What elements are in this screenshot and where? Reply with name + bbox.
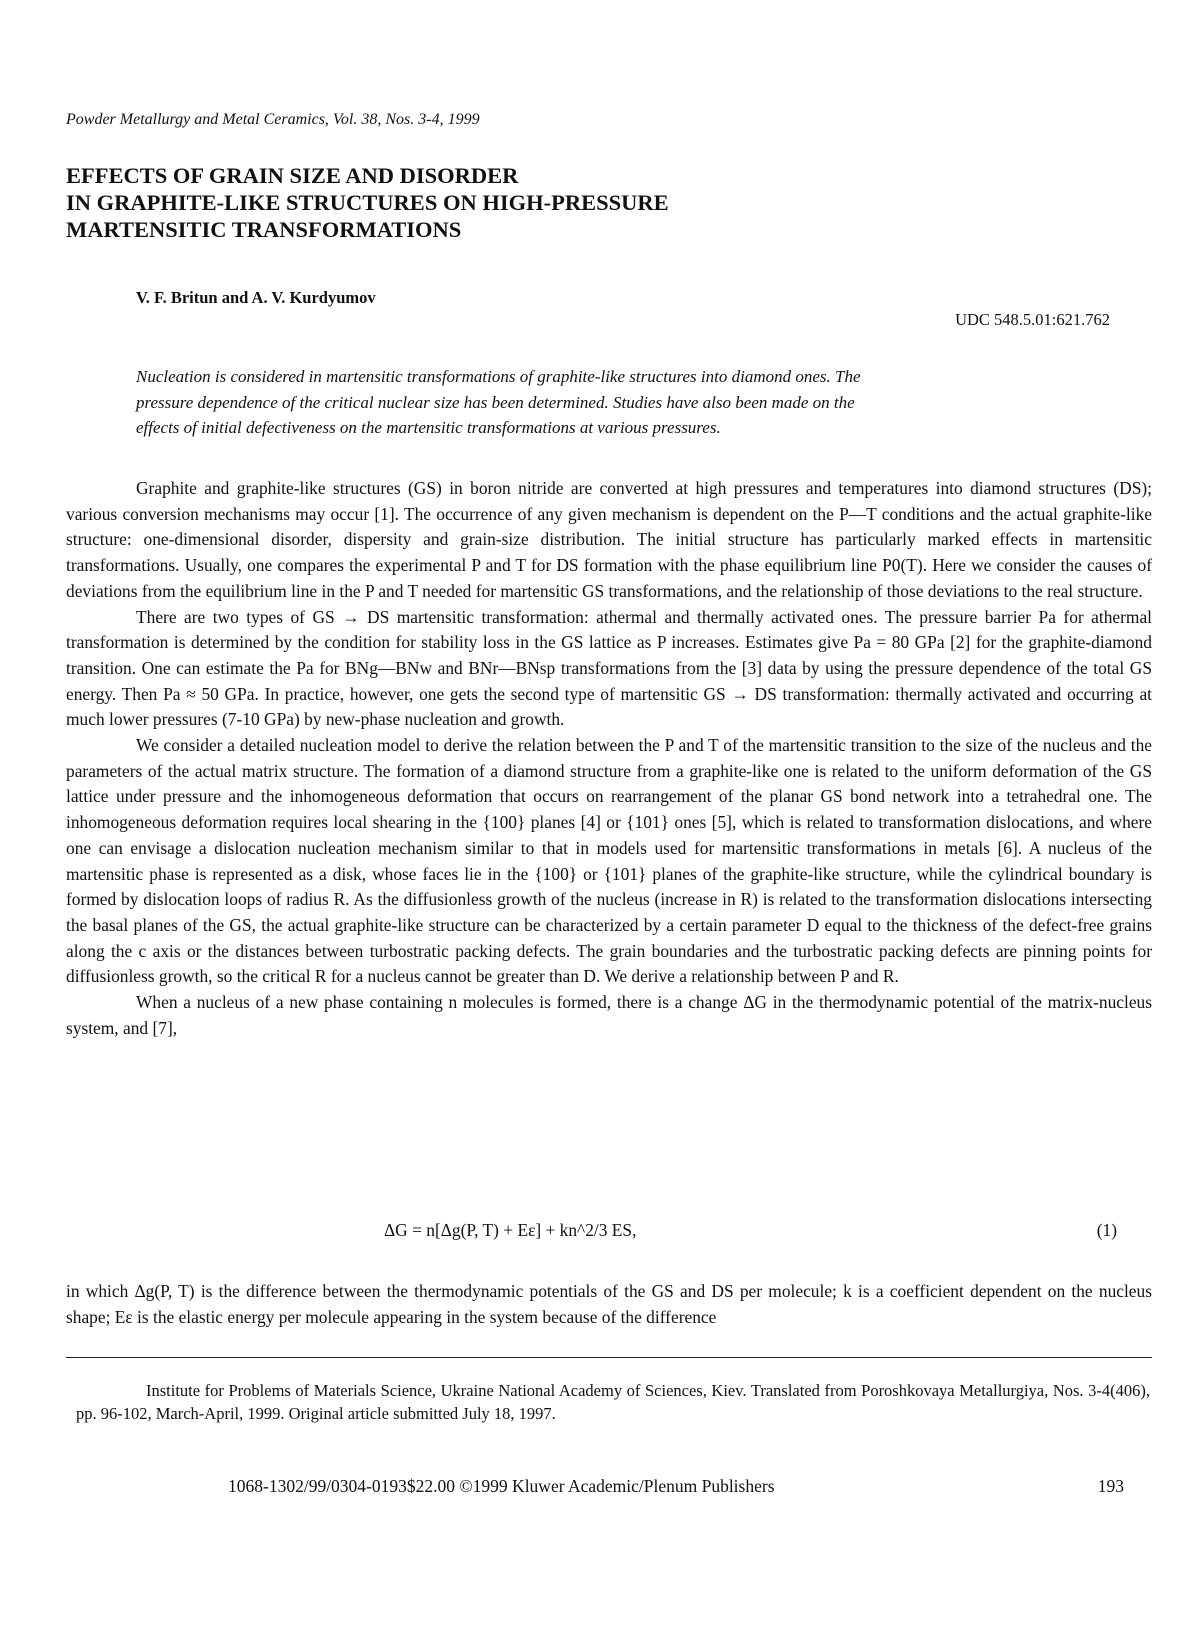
footnote — [76, 1379, 1150, 1425]
udc-code: UDC 548.5.01:621.762 — [955, 310, 1110, 329]
body-paragraph: Graphite and graphite-like structures (GS) in boron nitride are converted at high pressures and temperatures into diamond structures (DS); various conversion mechanisms may occur [1]. The occurrence of any given mechanism is dependent on the P—T conditions and the actual graphite-like structure: one-dimensional disorder, dispersity and grain-size distribution. The initial structure has particularly marked effects in martensitic transformations. Usually, one compares the experimental P and T for DS formation with the phase equilibrium line P0(T). Here we consider the causes of deviations from the equilibrium line in the P and T needed for martensitic GS transformations, and the relationship of those deviations to the real structure. — [66, 478, 1152, 601]
equation-expression: ΔG = n[Δg(P, T) + Eε] + kn^2/3 ES, — [384, 1220, 637, 1240]
body-paragraph: in which Δg(P, T) is the difference between the thermodynamic potentials of the GS and DS per molecule; k is a coefficient dependent on the nucleus shape; Eε is the elastic energy per molecule appearing in the system because of the difference — [66, 1281, 1152, 1327]
title-line: IN GRAPHITE-LIKE STRUCTURES ON HIGH-PRESSURE — [66, 190, 669, 215]
abstract-line: effects of initial defectiveness on the martensitic transformations at various pressures. — [136, 418, 721, 437]
body-paragraph: When a nucleus of a new phase containing n molecules is formed, there is a change ΔG in the thermodynamic potential of the matrix-nucleus system, and [7], — [66, 992, 1152, 1038]
title-line: EFFECTS OF GRAIN SIZE AND DISORDER — [66, 163, 519, 188]
journal-header: Powder Metallurgy and Metal Ceramics, Vol. 38, Nos. 3-4, 1999 — [66, 111, 480, 128]
footnote-text: Institute for Problems of Materials Science, Ukraine National Academy of Sciences, Kiev. Translated from Poroshkovaya Metallurgiya, Nos. 3-4(406), pp. 96-102, March-April, 1999. Original article submitted July 18, 1997. — [76, 1381, 1150, 1423]
abstract-line: pressure dependence of the critical nuclear size has been determined. Studies have also been made on the — [136, 392, 855, 412]
publication-code: 1068-1302/99/0304-0193$22.00 ©1999 Kluwer Academic/Plenum Publishers — [228, 1476, 775, 1496]
equation-1 — [0, 1220, 1200, 1250]
abstract-line: Nucleation is considered in martensitic transformations of graphite-like structures into diamond ones. The — [136, 367, 861, 386]
equation-number: (1) — [1096, 1220, 1117, 1240]
title-line: MARTENSITIC TRANSFORMATIONS — [66, 217, 462, 242]
article-title — [66, 162, 966, 243]
body-text — [66, 476, 1152, 1041]
footnote-divider — [66, 1357, 1152, 1358]
page-number: 193 — [1097, 1476, 1124, 1496]
body-paragraph: There are two types of GS → DS martensitic transformation: athermal and thermally activated ones. The pressure barrier Pa for athermal transformation is determined by the condition for stability loss in the GS lattice as P increases. Estimates give Pa = 80 GPa [2] for the graphite-diamond transition. One can estimate the Pa for BNg—BNw and BNr—BNsp transformations from the [3] data by using the pressure dependence of the total GS energy. Then Pa ≈ 50 GPa. In practice, however, one gets the second type of martensitic GS → DS transformation: thermally activated and occurring at much lower pressures (7-10 GPa) by new-phase nucleation and growth. — [66, 606, 1152, 730]
body-text-continued — [66, 1279, 1152, 1330]
body-paragraph: We consider a detailed nucleation model to derive the relation between the P and T of the martensitic transition to the size of the nucleus and the parameters of the actual matrix structure. The formation of a diamond structure from a graphite-like one is related to the uniform deformation of the GS lattice under pressure and the inhomogeneous deformation that occurs on rearrangement of the planar GS bond network into a tetrahedral one. The inhomogeneous deformation requires local shearing in the {100} planes [4] or {101} ones [5], which is related to transformation dislocations, and where one can envisage a dislocation nucleation mechanism similar to that in models used for martensitic transformations in metals [6]. A nucleus of the martensitic phase is represented as a disk, whose faces lie in the {100} or {101} planes of the graphite-like structure, while the cylindrical boundary is formed by dislocation loops of radius R. As the diffusionless growth of the nucleus (increase in R) is related to the transformation dislocations intersecting the basal planes of the GS, the actual graphite-like structure can be characterized by a certain parameter D equal to the thickness of the defect-free grains along the c axis or the distances between turbostratic packing defects. The grain boundaries and the turbostratic packing defects are pinning points for diffusionless growth, so the critical R for a nucleus cannot be greater than D. We derive a relationship between P and R. — [66, 735, 1152, 987]
abstract — [136, 364, 1080, 441]
authors: V. F. Britun and A. V. Kurdyumov — [136, 288, 376, 307]
